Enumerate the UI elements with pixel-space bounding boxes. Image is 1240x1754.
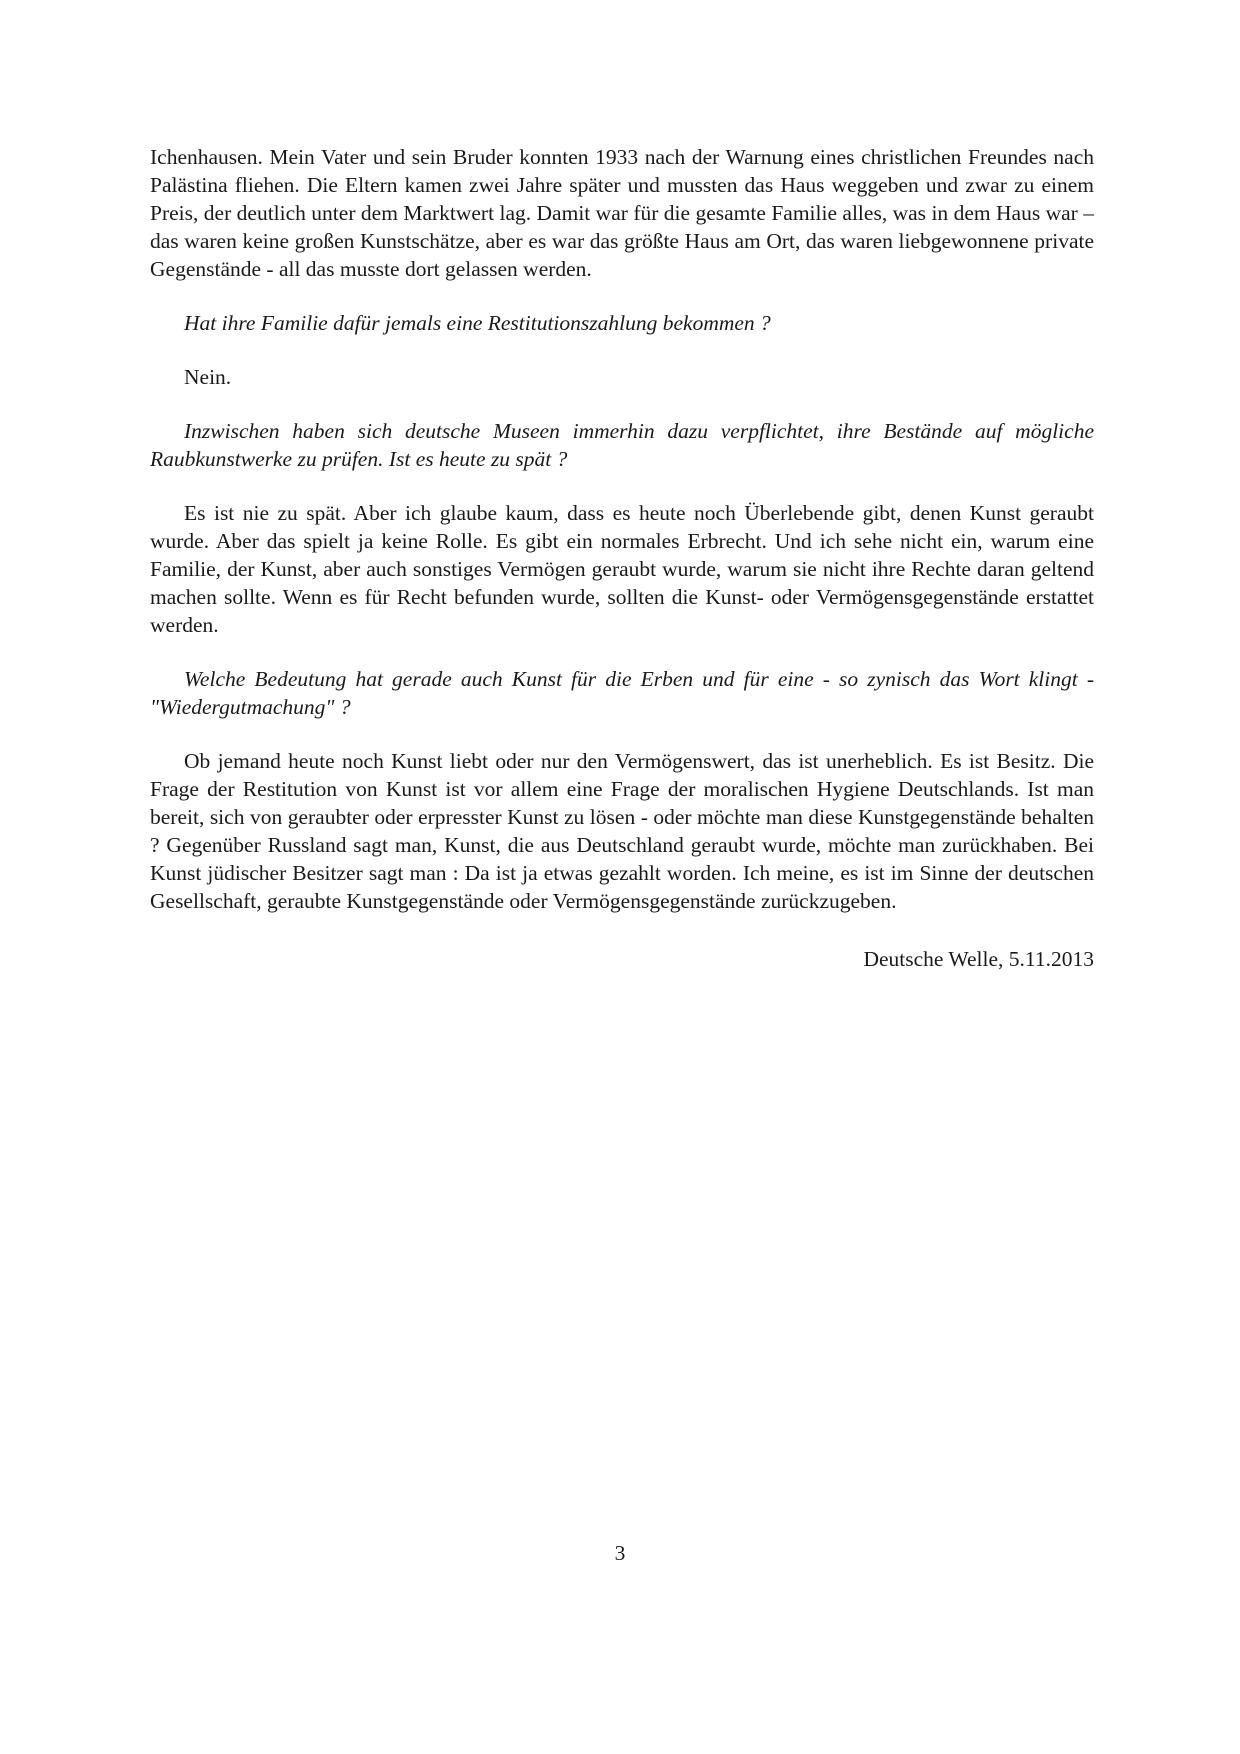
question-paragraph: Welche Bedeutung hat gerade auch Kunst für die Erben und für eine - so zynisch das Wort klingt - "Wiedergutmachung" ? [150, 667, 1094, 719]
answer-paragraph: Es ist nie zu spät. Aber ich glaube kaum, dass es heute noch Überlebende gibt, denen Kunst geraubt wurde. Aber das spielt ja keine Rolle. Es gibt ein normales Erbrecht. Und ich sehe nicht ein, warum eine Familie, der Kunst, aber auch sonstiges Vermögen geraubt wurde, warum sie nicht ihre Rechte daran geltend machen sollte. Wenn es für Recht befunden wurde, sollten die Kunst- oder Vermögensgegenstände erstattet werden. [150, 501, 1094, 637]
answer-paragraph: Ob jemand heute noch Kunst liebt oder nur den Vermögenswert, das ist unerheblich. Es ist Besitz. Die Frage der Restitution von Kunst ist vor allem eine Frage der moralischen Hygiene Deutschlands. Ist man bereit, sich von geraubter oder erpresster Kunst zu lösen - oder möchte man diese Kunstgegenstände behalten ? Gegenüber Russland sagt man, Kunst, die aus Deutschland geraubt wurde, möchte man zurückhaben. Bei Kunst jüdischer Besitzer sagt man : Da ist ja etwas gezahlt worden. Ich meine, es ist im Sinne der deutschen Gesellschaft, geraubte Kunstgegenstände oder Vermögensgegenstände zurückzugeben. [150, 749, 1094, 913]
document-body [150, 143, 1094, 973]
page-number: 3 [614, 1541, 626, 1565]
answer-paragraph: Ichenhausen. Mein Vater und sein Bruder konnten 1933 nach der Warnung eines christlichen Freundes nach Palästina fliehen. Die Eltern kamen zwei Jahre später und mussten das Haus weggeben und zwar zu einem Preis, der deutlich unter dem Marktwert lag. Damit war für die gesamte Familie alles, was in dem Haus war – das waren keine großen Kunstschätze, aber es war das größte Haus am Ort, das waren liebgewonnene private Gegenstände - all das musste dort gelassen werden. [150, 145, 1094, 281]
question-paragraph: Inzwischen haben sich deutsche Museen immerhin dazu verpflichtet, ihre Bestände auf mögliche Raubkunstwerke zu prüfen. Ist es heute zu spät ? [150, 419, 1094, 471]
question-paragraph: Hat ihre Familie dafür jemals eine Restitutionszahlung bekommen ? [184, 311, 771, 335]
answer-paragraph: Nein. [184, 365, 232, 389]
source-citation: Deutsche Welle, 5.11.2013 [863, 947, 1094, 971]
